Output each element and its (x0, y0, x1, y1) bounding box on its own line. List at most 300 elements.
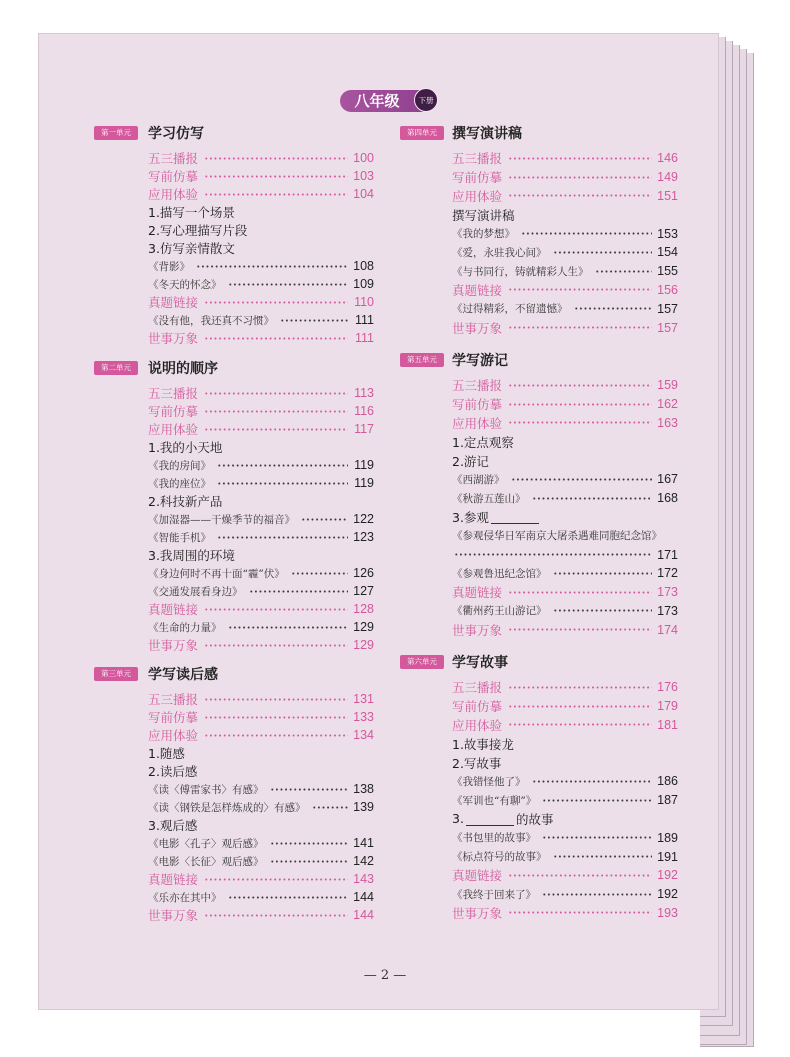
toc-page-number: 108 (353, 259, 374, 273)
toc-entry (400, 395, 678, 414)
toc-entry (94, 384, 374, 402)
dot-leader (270, 788, 349, 791)
toc-page-number: 176 (657, 680, 678, 695)
toc-entry (94, 870, 374, 888)
toc-page-number: 119 (354, 458, 374, 472)
toc-entry-label: 世事万象 (148, 331, 199, 346)
toc-entry (400, 772, 678, 791)
toc-entry-label: 真题链接 (148, 295, 199, 310)
toc-entry (400, 602, 678, 621)
toc-entry (94, 510, 374, 528)
toc-unit (94, 665, 374, 924)
toc-entry-label: 《电影〈长征〉观后感》 (148, 855, 264, 868)
toc-page-number: 187 (657, 793, 678, 808)
dot-leader (204, 193, 348, 196)
toc-entry (400, 414, 678, 433)
toc-page-number: 111 (354, 331, 374, 345)
toc-page-number: 173 (657, 603, 678, 618)
toc-entry (400, 526, 678, 545)
toc-page-number: 123 (353, 530, 374, 544)
toc-entry-label: 写前仿摹 (452, 699, 503, 715)
toc-entry-label: 2.科技新产品 (148, 494, 223, 509)
fill-in-blank-line (491, 510, 539, 524)
toc-entry-label: 《书包里的故事》 (452, 832, 536, 845)
toc-page-number: 119 (354, 476, 374, 490)
dot-leader (204, 608, 348, 611)
toc-entry (400, 281, 678, 300)
toc-entry-label: 1.随感 (148, 746, 185, 761)
toc-entry-label: 《秋游五莲山》 (452, 492, 526, 505)
toc-entry-label: 写前仿摹 (148, 404, 199, 419)
toc-entry-label: 《我的房间》 (148, 459, 211, 472)
unit-header (94, 665, 374, 683)
toc-page-number: 103 (353, 169, 374, 183)
toc-page-number: 143 (353, 872, 374, 886)
toc-entry-label: 1.描写一个场景 (148, 205, 235, 220)
dot-leader (204, 175, 348, 178)
toc-entry (94, 456, 374, 474)
toc-entry-label: 《我的梦想》 (452, 228, 515, 241)
toc-page-number: 157 (657, 301, 678, 316)
fill-in-blank-line (466, 812, 514, 826)
toc-entry (94, 402, 374, 420)
toc-entry (400, 545, 678, 564)
toc-entry (400, 224, 678, 243)
toc-entry-label: 应用体验 (452, 717, 503, 733)
toc-page-number: 149 (657, 170, 678, 185)
toc-page-number: 117 (354, 422, 374, 436)
toc-page-number: 157 (657, 320, 678, 335)
dot-leader (228, 283, 349, 286)
dot-leader (553, 609, 653, 612)
dot-leader (574, 307, 653, 310)
toc-entry (400, 885, 678, 904)
toc-entry (400, 583, 678, 602)
toc-page-number: 151 (657, 188, 678, 203)
dot-leader (204, 734, 348, 737)
toc-entry-label: 世事万象 (452, 622, 503, 638)
dot-leader (508, 384, 652, 387)
toc-entry (94, 293, 374, 311)
toc-entry (94, 816, 374, 834)
toc-entry-label: 《读〈傅雷家书〉有感》 (148, 783, 264, 796)
toc-page-number: 100 (353, 151, 374, 165)
dot-leader (508, 288, 652, 291)
toc-entry-label: 真题链接 (452, 282, 503, 298)
toc-entry (94, 149, 374, 167)
toc-page-number: 144 (353, 890, 374, 904)
toc-unit (400, 351, 678, 639)
dot-leader (532, 497, 653, 500)
dot-leader (217, 482, 348, 485)
toc-entry (400, 299, 678, 318)
unit-title: 学写读后感 (148, 667, 218, 683)
unit-badge: 第二单元 (94, 361, 138, 375)
toc-entry-label: 五三播报 (452, 151, 503, 167)
grade-label: 八年级 (354, 92, 400, 110)
toc-page-number: 122 (353, 512, 374, 526)
toc-entry (400, 318, 678, 337)
toc-entry-label: 真题链接 (452, 585, 503, 601)
unit-header (94, 359, 374, 377)
toc-page-number: 128 (353, 602, 374, 616)
toc-entry-label: 2.读后感 (148, 764, 198, 779)
toc-entry-label: 撰写演讲稿 (452, 207, 515, 223)
toc-entry (400, 262, 678, 281)
toc-entry-label: 世事万象 (148, 638, 199, 653)
toc-page-number: 113 (354, 386, 374, 400)
dot-leader (204, 410, 348, 413)
toc-entry (94, 762, 374, 780)
toc-entry-label: 五三播报 (148, 151, 199, 166)
toc-page-number: 186 (657, 774, 678, 789)
toc-page-number: 167 (657, 472, 678, 487)
dot-leader (454, 553, 652, 556)
dot-leader (204, 392, 348, 395)
unit-header (400, 653, 678, 671)
dot-leader (595, 270, 653, 273)
toc-entry (94, 167, 374, 185)
toc-entry (400, 810, 678, 829)
dot-leader (204, 878, 348, 881)
toc-unit (400, 653, 678, 922)
toc-entry (94, 564, 374, 582)
toc-entry-label: 《智能手机》 (148, 531, 211, 544)
toc-entry (400, 828, 678, 847)
toc-entry (400, 376, 678, 395)
toc-page-number: 129 (353, 638, 374, 652)
toc-entry-label: 《过得精彩，不留遗憾》 (452, 303, 568, 316)
dot-leader (508, 194, 652, 197)
toc-page-number: 155 (657, 264, 678, 279)
toc-entry (400, 866, 678, 885)
unit-badge: 第三单元 (94, 667, 138, 681)
toc-entry (94, 203, 374, 221)
dot-leader (508, 723, 652, 726)
unit-title: 学习仿写 (148, 126, 204, 142)
dot-leader (553, 251, 653, 254)
toc-unit (94, 124, 374, 347)
toc-entry (94, 528, 374, 546)
toc-entry-label: 3.参观 (452, 509, 489, 525)
toc-entry (94, 329, 374, 347)
toc-entry-label: 1.故事接龙 (452, 736, 514, 752)
toc-entry-label: 3. (452, 811, 464, 827)
toc-entry (400, 734, 678, 753)
toc-entry (94, 185, 374, 203)
toc-page-number: 163 (657, 415, 678, 430)
toc-page-number: 144 (353, 908, 374, 922)
dot-leader (511, 478, 653, 481)
toc-page-number: 142 (353, 854, 374, 868)
toc-page-number: 189 (657, 830, 678, 845)
toc-entry (400, 904, 678, 923)
toc-page-number: 192 (657, 868, 678, 883)
dot-leader (508, 403, 652, 406)
toc-entry-label: 世事万象 (148, 908, 199, 923)
toc-entry (94, 600, 374, 618)
toc-entry-label-suffix: 的故事 (515, 811, 554, 827)
toc-page-number: 181 (657, 717, 678, 732)
toc-page-number: 162 (657, 397, 678, 412)
dot-leader (508, 705, 652, 708)
volume-badge: 下册 (414, 88, 438, 112)
dot-leader (312, 806, 349, 809)
dot-leader (532, 780, 653, 783)
toc-entry (94, 636, 374, 654)
toc-entry-label: 写前仿摹 (148, 710, 199, 725)
toc-entry (94, 221, 374, 239)
dot-leader (508, 874, 652, 877)
toc-entry-label: 《电影〈孔子〉观后感》 (148, 837, 264, 850)
toc-entry (94, 834, 374, 852)
toc-entry-label: 写前仿摹 (452, 170, 503, 186)
toc-entry-label: 《军训也“有聊”》 (452, 794, 537, 807)
toc-page-number: 172 (657, 566, 678, 581)
unit-badge: 第六单元 (400, 655, 444, 669)
toc-page-number: 173 (657, 585, 678, 600)
toc-entry (400, 791, 678, 810)
toc-page-number: 154 (657, 245, 678, 260)
toc-entry (400, 508, 678, 527)
toc-entry (94, 239, 374, 257)
unit-title: 撰写演讲稿 (452, 126, 522, 142)
toc-page-number: 129 (353, 620, 374, 634)
toc-entry (94, 690, 374, 708)
toc-entry (400, 847, 678, 866)
unit-header (400, 124, 678, 142)
toc-entry (400, 489, 678, 508)
toc-entry-label: 《交通发展看身边》 (148, 585, 243, 598)
page-number: — 2 — (363, 968, 407, 983)
dot-leader (301, 518, 348, 521)
toc-entry-label: 《标点符号的故事》 (452, 851, 547, 864)
toc-page-number: 192 (657, 887, 678, 902)
toc-page-number: 131 (353, 692, 374, 706)
dot-leader (508, 157, 652, 160)
dot-leader (204, 337, 348, 340)
toc-page-number: 146 (657, 151, 678, 166)
toc-entry (400, 187, 678, 206)
toc-entry-label: 《加湿器——干燥季节的福音》 (148, 513, 295, 526)
unit-title: 说明的顺序 (148, 361, 218, 377)
dot-leader (204, 698, 348, 701)
toc-page-number: 104 (353, 187, 374, 201)
dot-leader (249, 590, 349, 593)
toc-entry-label: 应用体验 (452, 188, 503, 204)
toc-entry (94, 618, 374, 636)
dot-leader (508, 326, 652, 329)
toc-entry (400, 697, 678, 716)
dot-leader (553, 855, 653, 858)
toc-entry-label: 3.观后感 (148, 818, 198, 833)
toc-page-number: 171 (657, 547, 678, 562)
toc-entry (400, 432, 678, 451)
toc-page-number: 191 (657, 849, 678, 864)
toc-entry (94, 275, 374, 293)
toc-entry (400, 243, 678, 262)
dot-leader (508, 911, 652, 914)
toc-page-number: 168 (657, 491, 678, 506)
toc-entry-label: 1.定点观察 (452, 434, 514, 450)
toc-entry-label: 《读〈钢铁是怎样炼成的〉有感》 (148, 801, 306, 814)
toc-entry (400, 168, 678, 187)
dot-leader (204, 914, 348, 917)
dot-leader (204, 428, 348, 431)
dot-leader (508, 591, 652, 594)
dot-leader (196, 265, 348, 268)
toc-page-number: 174 (657, 622, 678, 637)
toc-entry (400, 620, 678, 639)
toc-entry (94, 311, 374, 329)
toc-entry-label: 写前仿摹 (452, 397, 503, 413)
dot-leader (291, 572, 348, 575)
dot-leader (204, 301, 348, 304)
dot-leader (204, 157, 348, 160)
toc-entry-label: 真题链接 (148, 872, 199, 887)
toc-entry-label: 《乐亦在其中》 (148, 891, 222, 904)
toc-entry-label: 1.我的小天地 (148, 440, 223, 455)
toc-entry (400, 470, 678, 489)
toc-page-number: 179 (657, 699, 678, 714)
toc-entry (400, 716, 678, 735)
toc-page-number: 141 (353, 836, 374, 850)
dot-leader (508, 628, 652, 631)
toc-page-number: 133 (353, 710, 374, 724)
toc-column-right (400, 0, 678, 1057)
toc-entry (400, 753, 678, 772)
dot-leader (228, 626, 349, 629)
toc-entry (94, 906, 374, 924)
unit-header (94, 124, 374, 142)
toc-entry-label: 五三播报 (148, 692, 199, 707)
toc-entry-label: 《衢州药王山游记》 (452, 605, 547, 618)
dot-leader (508, 686, 652, 689)
dot-leader (542, 893, 652, 896)
unit-badge: 第四单元 (400, 126, 444, 140)
toc-column-left (94, 0, 374, 1057)
dot-leader (542, 799, 652, 802)
toc-entry (400, 451, 678, 470)
toc-page-number: 110 (354, 295, 374, 309)
toc-entry (94, 438, 374, 456)
toc-page-number: 156 (657, 282, 678, 297)
toc-entry (400, 205, 678, 224)
toc-entry-label: 2.写心理描写片段 (148, 223, 248, 238)
dot-leader (508, 421, 652, 424)
unit-title: 学写游记 (452, 353, 508, 369)
dot-leader (217, 464, 348, 467)
toc-entry (94, 474, 374, 492)
toc-entry (400, 564, 678, 583)
dot-leader (204, 644, 348, 647)
dot-leader (217, 536, 348, 539)
toc-page-number: 126 (353, 566, 374, 580)
toc-unit (94, 359, 374, 654)
toc-entry-label: 五三播报 (148, 386, 199, 401)
toc-entry-label: 真题链接 (148, 602, 199, 617)
toc-page-number: 116 (354, 404, 374, 418)
toc-page-number: 127 (353, 584, 374, 598)
toc-page-number: 109 (353, 277, 374, 291)
toc-entry-label: 真题链接 (452, 868, 503, 884)
toc-entry-label: 《背影》 (148, 260, 190, 273)
toc-entry (94, 708, 374, 726)
toc-entry-label: 《身边何时不再十面“霾”伏》 (148, 567, 285, 580)
unit-badge: 第五单元 (400, 353, 444, 367)
toc-entry-label: 《与书同行，铸就精彩人生》 (452, 265, 589, 278)
dot-leader (204, 716, 348, 719)
toc-entry (94, 744, 374, 762)
toc-page-number: 159 (657, 378, 678, 393)
toc-entry-label: 《我的座位》 (148, 477, 211, 490)
toc-entry (94, 888, 374, 906)
toc-entry-label: 《西湖游》 (452, 473, 505, 486)
toc-entry (94, 798, 374, 816)
toc-page-number: 193 (657, 905, 678, 920)
toc-entry-label: 《我终于回来了》 (452, 888, 536, 901)
dot-leader (228, 896, 349, 899)
toc-entry-label: 《我错怪他了》 (452, 775, 526, 788)
toc-entry-label: 2.写故事 (452, 755, 502, 771)
toc-entry-label: 五三播报 (452, 378, 503, 394)
toc-entry (94, 780, 374, 798)
toc-entry (94, 420, 374, 438)
dot-leader (280, 319, 348, 322)
toc-entry-label: 《冬天的怀念》 (148, 278, 222, 291)
toc-entry (94, 492, 374, 510)
toc-unit (400, 124, 678, 337)
unit-header (400, 351, 678, 369)
toc-entry (94, 726, 374, 744)
toc-entry-label: 应用体验 (452, 415, 503, 431)
toc-entry-label: 《没有他，我还真不习惯》 (148, 314, 274, 327)
toc-entry-label: 应用体验 (148, 422, 199, 437)
toc-page-number: 111 (354, 313, 374, 327)
toc-entry-label: 写前仿摹 (148, 169, 199, 184)
toc-entry (400, 678, 678, 697)
dot-leader (542, 836, 652, 839)
unit-badge: 第一单元 (94, 126, 138, 140)
toc-entry-label: 五三播报 (452, 680, 503, 696)
toc-entry-label: 应用体验 (148, 728, 199, 743)
toc-entry-label: 《参观侵华日军南京大屠杀遇难同胞纪念馆》 (452, 530, 662, 543)
toc-entry (94, 582, 374, 600)
toc-entry-label: 应用体验 (148, 187, 199, 202)
toc-entry-label: 2.游记 (452, 453, 489, 469)
dot-leader (270, 860, 349, 863)
dot-leader (553, 572, 653, 575)
toc-entry-label: 《参观鲁迅纪念馆》 (452, 567, 547, 580)
dot-leader (521, 232, 652, 235)
toc-entry-label: 世事万象 (452, 905, 503, 921)
toc-page-number: 139 (353, 800, 374, 814)
toc-entry-label: 《生命的力量》 (148, 621, 222, 634)
toc-entry (94, 852, 374, 870)
unit-title: 学写故事 (452, 655, 508, 671)
toc-page-number: 134 (353, 728, 374, 742)
toc-entry-label: 3.我周围的环境 (148, 548, 235, 563)
dot-leader (270, 842, 349, 845)
toc-page-number: 153 (657, 226, 678, 241)
toc-entry-label: 3.仿写亲情散文 (148, 241, 235, 256)
toc-entry (94, 257, 374, 275)
toc-entry-label: 《爱，永驻我心间》 (452, 246, 547, 259)
toc-entry-label: 世事万象 (452, 320, 503, 336)
toc-entry (400, 149, 678, 168)
dot-leader (508, 176, 652, 179)
toc-entry (94, 546, 374, 564)
